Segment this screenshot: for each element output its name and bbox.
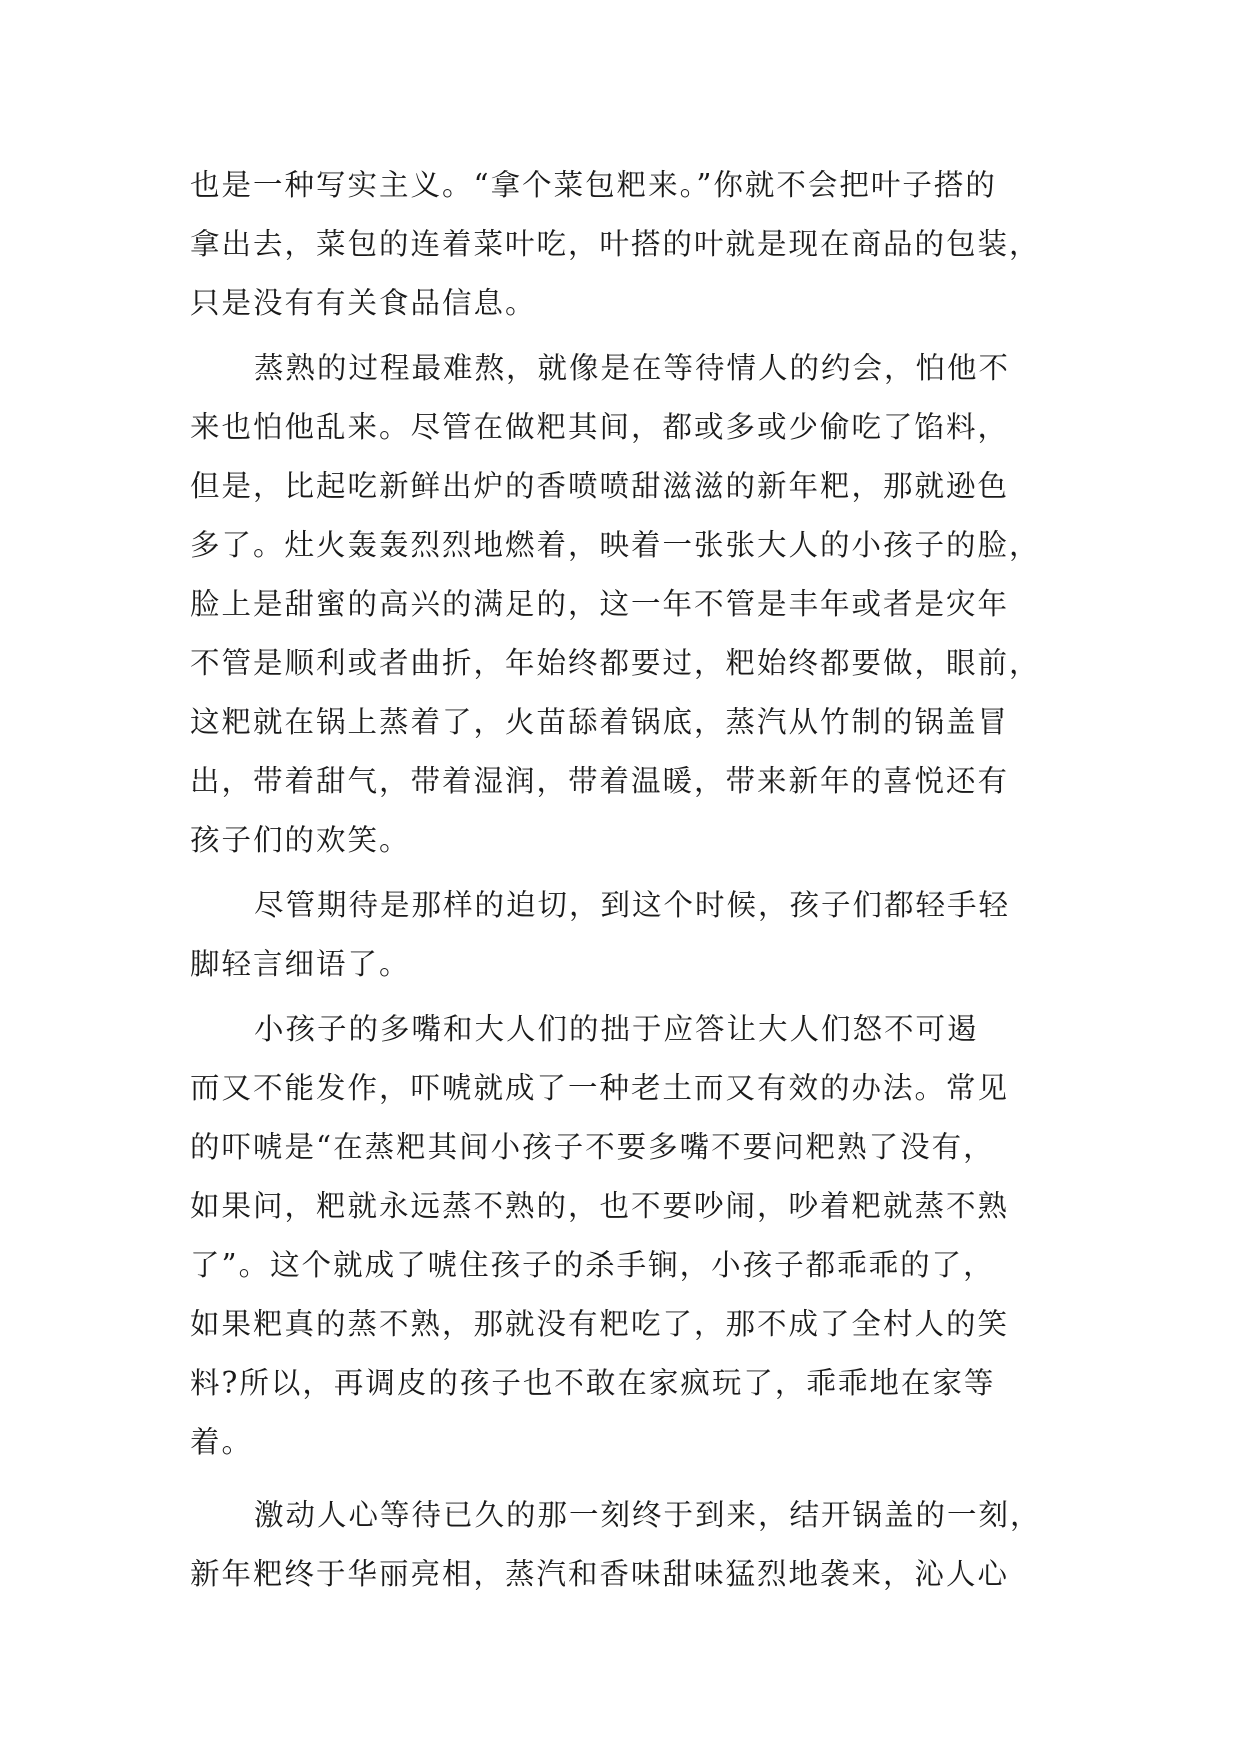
text-line: 不管是顺利或者曲折，年始终都要过，粑始终都要做，眼前， <box>190 646 1041 680</box>
paragraph-4 <box>190 1000 1054 1472</box>
text-line: 着。 <box>190 1425 254 1459</box>
paragraph-1 <box>190 156 1054 333</box>
text-line: 了”。这个就成了唬住孩子的杀手锏，小孩子都乖乖的了， <box>190 1248 995 1282</box>
text-line: 也是一种写实主义。“拿个菜包粑来。”你就不会把叶子搭的 <box>190 168 997 202</box>
paragraph-5 <box>190 1486 1054 1604</box>
paragraph-2 <box>190 339 1054 870</box>
text-line: 尽管期待是那样的迫切，到这个时候，孩子们都轻手轻 <box>254 888 1011 922</box>
text-line: 小孩子的多嘴和大人们的拙于应答让大人们怒不可遏 <box>254 1012 979 1046</box>
text-line: 如果问，粑就永远蒸不熟的，也不要吵闹，吵着粑就蒸不熟 <box>190 1189 1010 1223</box>
text-line: 只是没有有关食品信息。 <box>190 286 537 320</box>
text-line: 蒸熟的过程最难熬，就像是在等待情人的约会，怕他不 <box>254 351 1011 385</box>
text-line: 出，带着甜气，带着湿润，带着温暖，带来新年的喜悦还有 <box>190 764 1010 798</box>
paragraph-3 <box>190 876 1054 994</box>
text-line: 脚轻言细语了。 <box>190 947 411 981</box>
text-line: 拿出去，菜包的连着菜叶吃，叶搭的叶就是现在商品的包装， <box>190 227 1041 261</box>
text-line: 多了。灶火轰轰烈烈地燃着，映着一张张大人的小孩子的脸， <box>190 528 1041 562</box>
text-line: 新年粑终于华丽亮相，蒸汽和香味甜味猛烈地袭来，沁人心 <box>190 1557 1010 1591</box>
text-line: 料?所以，再调皮的孩子也不敢在家疯玩了，乖乖地在家等 <box>190 1366 996 1400</box>
text-line: 孩子们的欢笑。 <box>190 823 411 857</box>
text-line: 的吓唬是“在蒸粑其间小孩子不要多嘴不要问粑熟了没有， <box>190 1130 995 1164</box>
text-line: 这粑就在锅上蒸着了，火苗舔着锅底，蒸汽从竹制的锅盖冒 <box>190 705 1010 739</box>
text-line: 脸上是甜蜜的高兴的满足的，这一年不管是丰年或者是灾年 <box>190 587 1010 621</box>
text-line: 但是，比起吃新鲜出炉的香喷喷甜滋滋的新年粑，那就逊色 <box>190 469 1010 503</box>
text-line: 激动人心等待已久的那一刻终于到来，结开锅盖的一刻， <box>254 1498 1042 1532</box>
text-line: 如果粑真的蒸不熟，那就没有粑吃了，那不成了全村人的笑 <box>190 1307 1010 1341</box>
body-text <box>190 156 1054 1604</box>
text-line: 而又不能发作，吓唬就成了一种老土而又有效的办法。常见 <box>190 1071 1010 1105</box>
text-line: 来也怕他乱来。尽管在做粑其间，都或多或少偷吃了馅料， <box>190 410 1010 444</box>
